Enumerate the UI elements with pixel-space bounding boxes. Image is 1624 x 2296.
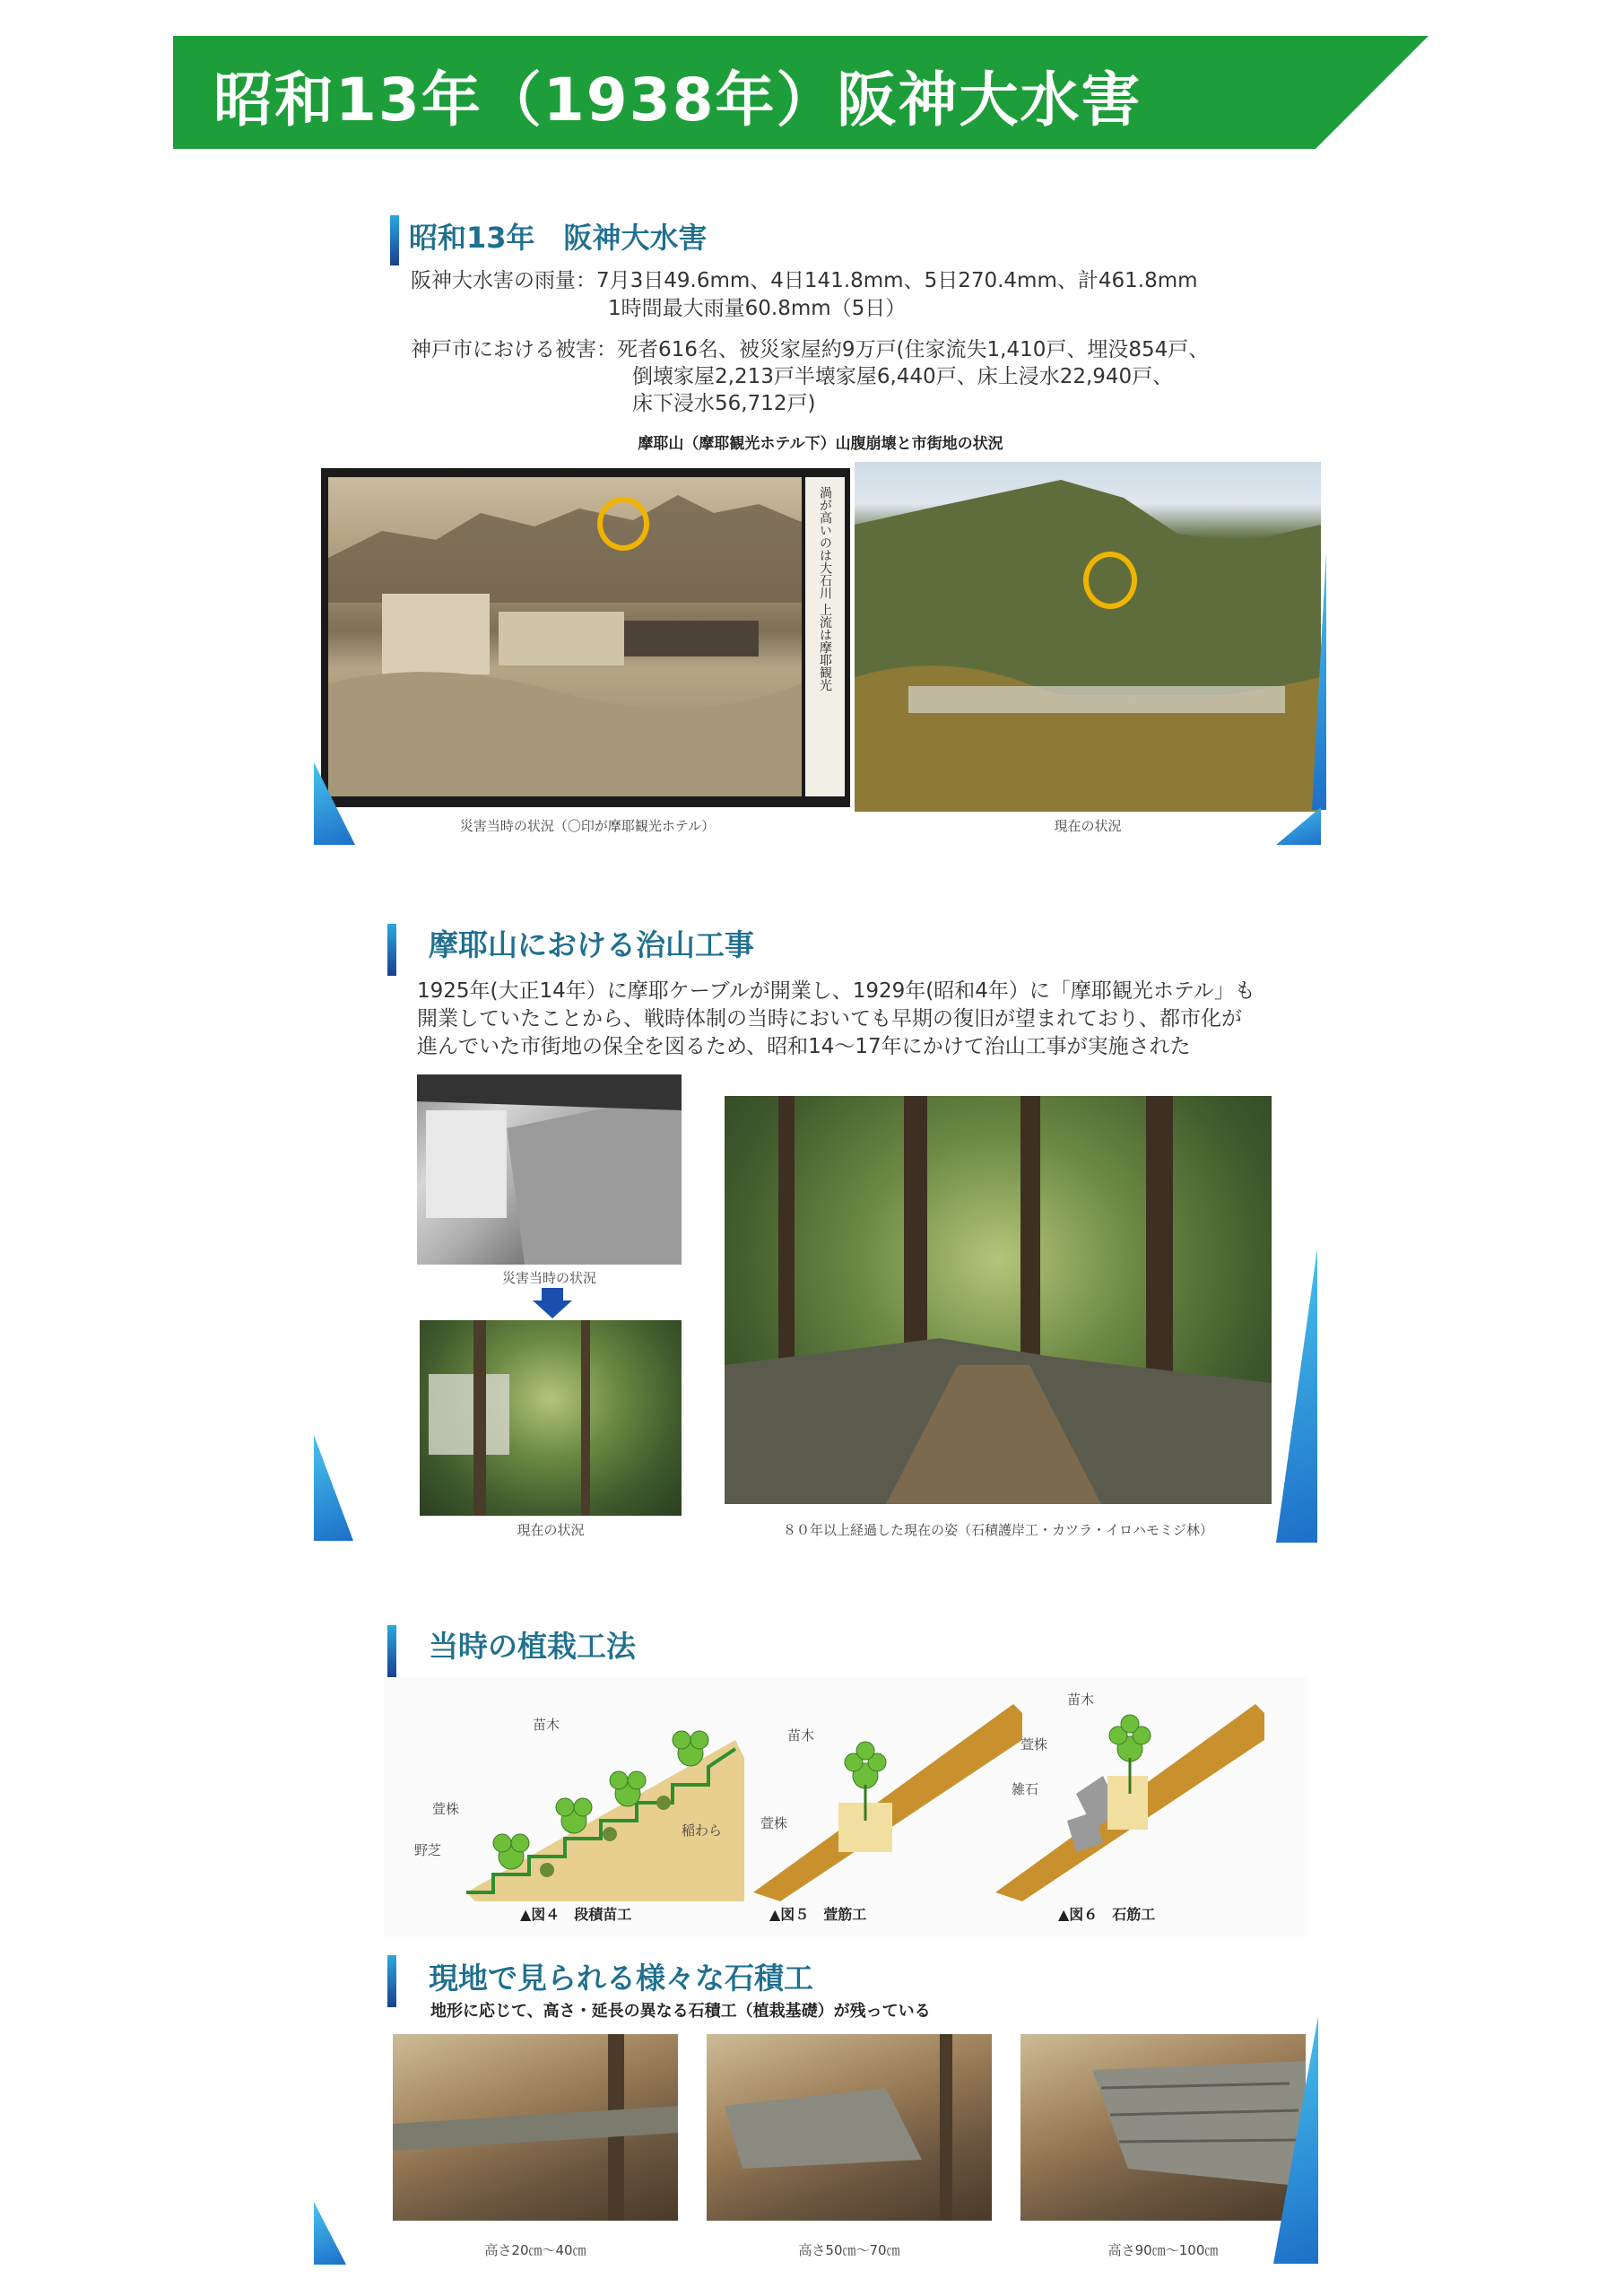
section4-subtitle: 地形に応じて、高さ・延長の異なる石積工（植栽基礎）が残っている (430, 2002, 931, 2021)
section3-heading: 当時の植栽工法 (429, 1629, 636, 1664)
damage-line-2: 倒壊家屋2,213戸半壊家屋6,440戸、床上浸水22,940戸、 (632, 365, 1174, 388)
historic-hotel-photo (417, 1074, 682, 1265)
damage-line-1: 神戸市における被害：死者616名、被災家屋約9万戸(住家流失1,410戸、埋没854戸、 (411, 338, 1210, 361)
section1-heading: 昭和13年 阪神大水害 (409, 221, 708, 255)
section2-bar (387, 924, 396, 976)
stonework-caption-2: 高さ50㎝～70㎝ (798, 2242, 900, 2258)
fig4-label-turf: 野芝 (414, 1842, 442, 1858)
section2-paragraph-2: 開業していたことから、戦時体制の当時においても早期の復旧が望まれており、都市化が (417, 1007, 1242, 1031)
historic-disaster-photo (328, 477, 802, 796)
fig4-label-grass-stock: 萱株 (432, 1801, 460, 1817)
hotel-marker-circle-now (1083, 552, 1137, 609)
stonework-low-sketch (393, 2034, 678, 2221)
section3-bar (387, 1625, 396, 1677)
section4-bar (387, 1955, 396, 2007)
fig5-caption: ▲図５ 萱筋工 (769, 1906, 867, 1923)
hotel-marker-circle (597, 497, 649, 551)
stonework-photo-low (393, 2034, 678, 2221)
rainfall-line: 阪神大水害の雨量：7月3日49.6mm、4日141.8mm、5日270.4mm、計461.8mm (411, 269, 1198, 292)
section2-paragraph-3: 進んでいた市街地の保全を図るため、昭和14～17年にかけて治山工事が実施された (417, 1035, 1191, 1058)
fig6-label-rubble: 雑石 (1012, 1781, 1039, 1797)
stonework-caption-1: 高さ20㎝～40㎝ (484, 2242, 586, 2258)
fig6-label-grass-stock: 萱株 (1020, 1736, 1048, 1752)
handwritten-note-strip (805, 477, 845, 796)
page-title: 昭和13年（1938年）阪神大水害 (213, 65, 1142, 135)
fig6-label-seedling: 苗木 (1067, 1692, 1095, 1708)
caption-then: 災害当時の状況 (501, 1270, 596, 1286)
fig4-label-straw: 稲わら (682, 1822, 723, 1839)
accent-triangle (1276, 1248, 1317, 1543)
damage-line-3: 床下浸水56,712戸) (632, 392, 816, 415)
caption-disaster-left: 災害当時の状況（〇印が摩耶観光ホテル） (459, 818, 716, 834)
stonework-photo-high (1020, 2034, 1306, 2221)
fig6-caption: ▲図６ 石筋工 (1058, 1906, 1156, 1923)
fig4-caption: ▲図４ 段積苗工 (520, 1906, 632, 1923)
figure5-grass-strip-diagram (753, 1686, 1022, 1901)
fig4-label-seedling: 苗木 (533, 1717, 560, 1733)
handwritten-note: 渦が高いのは大石川 上流は摩耶観光 (818, 486, 832, 691)
fig5-label-grass-stock: 萱株 (760, 1815, 788, 1831)
caption-present-right: 現在の状況 (1054, 818, 1122, 834)
stonework-caption-3: 高さ90㎝～100㎝ (1107, 2242, 1219, 2258)
caption-now: 現在の状況 (517, 1522, 585, 1538)
present-mountain-sketch (855, 462, 1321, 812)
rainfall-max-line: 1時間最大雨量60.8mm（5日） (608, 297, 907, 320)
figure4-stepped-seedling-diagram (395, 1686, 744, 1901)
section4-heading: 現地で見られる様々な石積工 (429, 1961, 813, 1996)
arrow-down-icon (533, 1288, 572, 1318)
present-hotel-photo (420, 1320, 682, 1516)
stonework-high-sketch (1020, 2034, 1306, 2221)
stonework-mid-sketch (707, 2034, 992, 2221)
historic-photo-frame (321, 468, 850, 807)
section1-bar (390, 215, 399, 265)
accent-triangle (314, 1435, 353, 1541)
present-mountain-photo (855, 462, 1321, 812)
present-hotel-sketch (420, 1320, 682, 1516)
forest-sketch (725, 1096, 1272, 1504)
section2-heading: 摩耶山における治山工事 (429, 927, 754, 962)
section2-paragraph-1: 1925年(大正14年）に摩耶ケーブルが開業し、1929年(昭和4年）に「摩耶観光ホテル」も (417, 979, 1255, 1003)
forest-stone-revetment-photo (725, 1096, 1272, 1504)
historic-mountain-sketch (328, 477, 802, 796)
photo-header: 摩耶山（摩耶観光ホテル下）山腹崩壊と市街地の状況 (638, 435, 1003, 453)
historic-hotel-sketch (417, 1074, 682, 1265)
caption-forest-now: ８０年以上経過した現在の姿（石積護岸工・カツラ・イロハモミジ林） (782, 1522, 1213, 1538)
fig5-label-seedling: 苗木 (787, 1727, 815, 1744)
accent-triangle (314, 2202, 346, 2265)
stonework-photo-mid (707, 2034, 992, 2221)
